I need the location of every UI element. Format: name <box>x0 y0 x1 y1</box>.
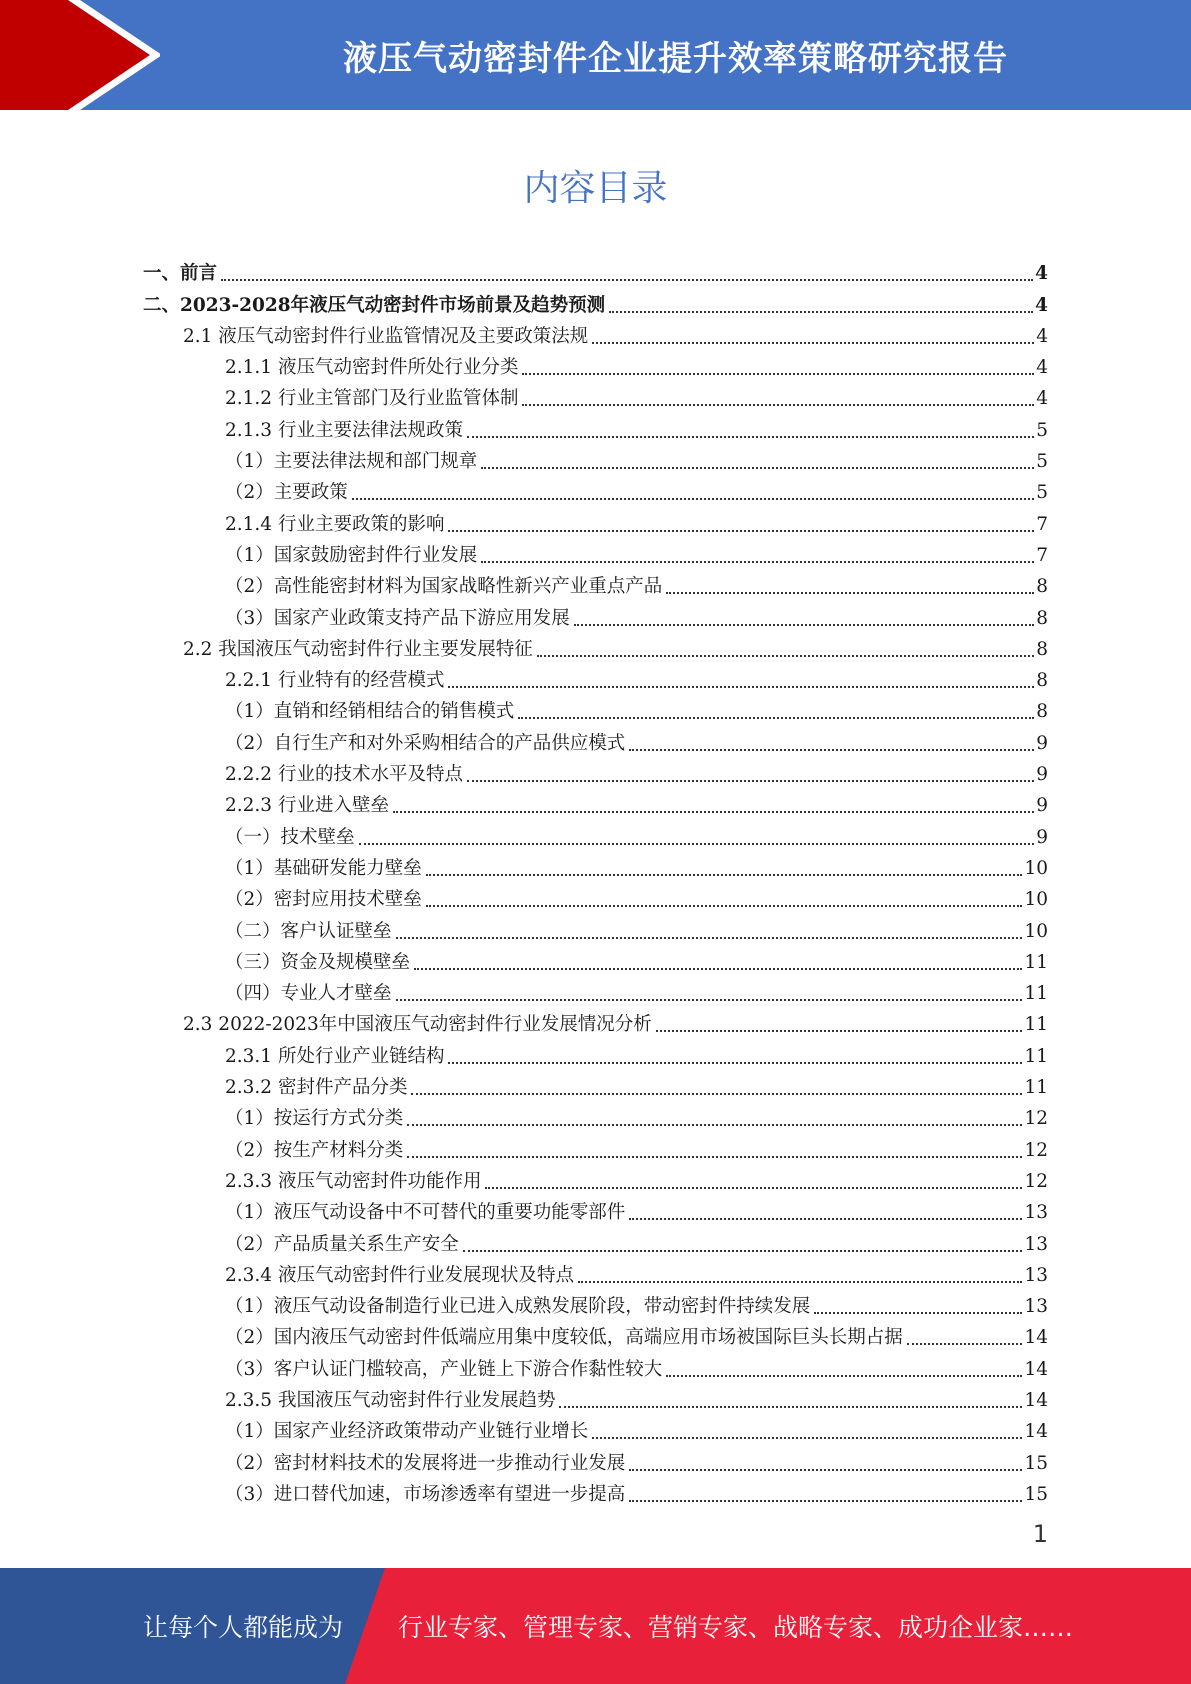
toc-dot-leader <box>578 1280 1022 1283</box>
toc-entry-page: 15 <box>1024 1452 1048 1474</box>
toc-entry-title: （2）密封材料技术的发展将进一步推动行业发展 <box>225 1452 626 1474</box>
toc-entry-page: 4 <box>1036 357 1048 379</box>
toc-entry-page: 4 <box>1036 325 1048 347</box>
toc-entry[interactable] <box>143 1413 1048 1444</box>
toc-dot-leader <box>629 1499 1022 1502</box>
red-chevron-decoration <box>0 0 160 110</box>
page-number: 1 <box>1032 1520 1048 1548</box>
toc-entry-page: 10 <box>1024 920 1048 942</box>
toc-dot-leader <box>522 403 1034 406</box>
toc-entry-page: 14 <box>1024 1358 1048 1380</box>
toc-entry[interactable] <box>143 443 1048 474</box>
toc-dot-leader <box>467 435 1034 438</box>
toc-entry-title: 2.2.3 行业进入壁垒 <box>225 795 389 817</box>
toc-entry-page: 8 <box>1036 576 1048 598</box>
toc-entry-title: （3）国家产业政策支持产品下游应用发展 <box>225 607 570 629</box>
toc-entry-page: 11 <box>1024 983 1048 1005</box>
toc-entry[interactable] <box>143 1163 1048 1194</box>
toc-entry-page: 5 <box>1036 419 1048 441</box>
toc-entry[interactable] <box>143 944 1048 975</box>
toc-dot-leader <box>221 278 1033 281</box>
toc-entry[interactable] <box>143 1225 1048 1256</box>
toc-entry[interactable] <box>143 568 1048 599</box>
toc-entry-title: （1）直销和经销相结合的销售模式 <box>225 701 515 723</box>
toc-entry[interactable] <box>143 1131 1048 1162</box>
toc-entry[interactable] <box>143 1069 1048 1100</box>
toc-entry-title: （2）密封应用技术壁垒 <box>225 889 422 911</box>
toc-entry-title: 2.2.1 行业特有的经营模式 <box>225 670 445 692</box>
toc-entry-title: 2.3.1 所处行业产业链结构 <box>225 1045 445 1067</box>
toc-entry-page: 10 <box>1024 889 1048 911</box>
toc-entry[interactable] <box>143 1319 1048 1350</box>
toc-entry[interactable] <box>143 693 1048 724</box>
toc-entry-title: 二、2023-2028年液压气动密封件市场前景及趋势预测 <box>143 294 606 316</box>
toc-dot-leader <box>448 529 1034 532</box>
toc-dot-leader <box>629 1217 1022 1220</box>
toc-entry-title: （2）国内液压气动密封件低端应用集中度较低，高端应用市场被国际巨头长期占据 <box>225 1327 903 1349</box>
toc-entry-page: 13 <box>1024 1296 1048 1318</box>
toc-dot-leader <box>352 497 1034 500</box>
table-of-contents <box>143 255 1048 1507</box>
toc-entry-title: （2）按生产材料分类 <box>225 1139 404 1161</box>
toc-entry-title: （二）客户认证壁垒 <box>225 920 392 942</box>
toc-entry-title: （3）进口替代加速，市场渗透率有望进一步提高 <box>225 1483 626 1505</box>
toc-dot-leader <box>481 560 1034 563</box>
toc-entry-title: （三）资金及规模壁垒 <box>225 951 411 973</box>
toc-dot-leader <box>414 967 1022 970</box>
toc-dot-leader <box>407 1123 1022 1126</box>
toc-entry[interactable] <box>143 1257 1048 1288</box>
toc-entry-page: 9 <box>1036 826 1048 848</box>
toc-entry-title: 2.1.2 行业主管部门及行业监管体制 <box>225 388 519 410</box>
toc-entry-title: （1）液压气动设备中不可替代的重要功能零部件 <box>225 1202 626 1224</box>
toc-entry[interactable] <box>143 1288 1048 1319</box>
toc-dot-leader <box>396 998 1023 1001</box>
toc-entry-title: （1）基础研发能力壁垒 <box>225 857 422 879</box>
toc-dot-leader <box>426 873 1023 876</box>
toc-entry[interactable] <box>143 1194 1048 1225</box>
toc-entry[interactable] <box>143 1100 1048 1131</box>
toc-entry[interactable] <box>143 1476 1048 1507</box>
toc-entry-page: 4 <box>1036 388 1048 410</box>
toc-entry[interactable] <box>143 599 1048 630</box>
toc-entry[interactable] <box>143 474 1048 505</box>
toc-entry-title: 2.2 我国液压气动密封件行业主要发展特征 <box>183 638 533 660</box>
toc-entry-title: 2.3.3 液压气动密封件功能作用 <box>225 1170 482 1192</box>
toc-entry[interactable] <box>143 411 1048 442</box>
footer-banner <box>0 1568 1191 1684</box>
toc-dot-leader <box>393 810 1034 813</box>
toc-entry[interactable] <box>143 318 1048 349</box>
toc-entry-page: 15 <box>1024 1483 1048 1505</box>
toc-entry[interactable] <box>143 1006 1048 1037</box>
toc-dot-leader <box>574 623 1034 626</box>
toc-entry-page: 7 <box>1036 544 1048 566</box>
toc-dot-leader <box>629 748 1034 751</box>
toc-entry[interactable] <box>143 1037 1048 1068</box>
toc-entry[interactable] <box>143 255 1048 286</box>
toc-dot-leader <box>518 716 1034 719</box>
toc-dot-leader <box>407 1155 1022 1158</box>
toc-entry[interactable] <box>143 787 1048 818</box>
toc-dot-leader <box>592 341 1034 344</box>
toc-entry[interactable] <box>143 850 1048 881</box>
toc-entry-page: 13 <box>1024 1264 1048 1286</box>
toc-entry-page: 10 <box>1024 857 1048 879</box>
toc-dot-leader <box>666 1374 1022 1377</box>
toc-entry-page: 5 <box>1036 451 1048 473</box>
header-banner <box>0 0 1191 110</box>
toc-dot-leader <box>426 904 1023 907</box>
toc-entry-title: 2.1.1 液压气动密封件所处行业分类 <box>225 357 519 379</box>
footer-slogan-right: 行业专家、管理专家、营销专家、战略专家、成功企业家…… <box>398 1613 1074 1642</box>
toc-entry[interactable] <box>143 912 1048 943</box>
toc-entry-title: （1）液压气动设备制造行业已进入成熟发展阶段，带动密封件持续发展 <box>225 1296 811 1318</box>
toc-entry[interactable] <box>143 975 1048 1006</box>
toc-entry-title: 2.2.2 行业的技术水平及特点 <box>225 764 463 786</box>
toc-entry-page: 11 <box>1024 1077 1048 1099</box>
toc-entry-page: 12 <box>1024 1139 1048 1161</box>
toc-entry-page: 14 <box>1024 1327 1048 1349</box>
toc-entry[interactable] <box>143 662 1048 693</box>
toc-entry-title: 一、前言 <box>143 263 218 285</box>
toc-dot-leader <box>537 654 1034 657</box>
toc-entry-page: 8 <box>1036 638 1048 660</box>
toc-entry-page: 14 <box>1024 1421 1048 1443</box>
toc-heading: 内容目录 <box>523 168 668 209</box>
toc-entry[interactable] <box>143 1382 1048 1413</box>
toc-entry-page: 9 <box>1036 732 1048 754</box>
toc-entry-title: （1）国家鼓励密封件行业发展 <box>225 544 478 566</box>
toc-dot-leader <box>411 1092 1022 1095</box>
toc-entry[interactable] <box>143 724 1048 755</box>
toc-entry-page: 11 <box>1024 951 1048 973</box>
report-title: 液压气动密封件企业提升效率策略研究报告 <box>343 38 1008 79</box>
toc-entry-title: 2.3.2 密封件产品分类 <box>225 1077 408 1099</box>
toc-dot-leader <box>559 1405 1022 1408</box>
toc-dot-leader <box>448 685 1034 688</box>
toc-entry-page: 7 <box>1036 513 1048 535</box>
toc-dot-leader <box>463 1249 1023 1252</box>
toc-dot-leader <box>814 1311 1022 1314</box>
toc-entry[interactable] <box>143 286 1048 317</box>
toc-dot-leader <box>666 591 1034 594</box>
toc-entry-title: 2.1.4 行业主要政策的影响 <box>225 513 445 535</box>
toc-entry-page: 8 <box>1036 607 1048 629</box>
toc-entry-page: 8 <box>1036 701 1048 723</box>
toc-entry-page: 4 <box>1035 263 1048 285</box>
toc-entry-page: 13 <box>1024 1202 1048 1224</box>
toc-dot-leader <box>485 1186 1022 1189</box>
toc-entry[interactable] <box>143 380 1048 411</box>
toc-entry-page: 11 <box>1024 1045 1048 1067</box>
toc-entry-page: 13 <box>1024 1233 1048 1255</box>
toc-dot-leader <box>629 1468 1022 1471</box>
toc-entry-title: （1）主要法律法规和部门规章 <box>225 451 478 473</box>
toc-entry-title: （2）主要政策 <box>225 482 348 504</box>
toc-entry[interactable] <box>143 881 1048 912</box>
toc-entry-page: 14 <box>1024 1389 1048 1411</box>
toc-dot-leader <box>448 1061 1022 1064</box>
toc-entry-title: （3）客户认证门槛较高，产业链上下游合作黏性较大 <box>225 1358 663 1380</box>
toc-entry-page: 12 <box>1024 1108 1048 1130</box>
toc-dot-leader <box>609 310 1033 313</box>
toc-entry-title: （2）自行生产和对外采购相结合的产品供应模式 <box>225 732 626 754</box>
toc-dot-leader <box>467 779 1034 782</box>
toc-entry-title: （2）产品质量关系生产安全 <box>225 1233 459 1255</box>
toc-dot-leader <box>522 372 1034 375</box>
toc-dot-leader <box>396 936 1023 939</box>
toc-entry[interactable] <box>143 537 1048 568</box>
toc-entry[interactable] <box>143 631 1048 662</box>
toc-entry-title: （1）国家产业经济政策带动产业链行业增长 <box>225 1421 589 1443</box>
toc-entry-page: 9 <box>1036 764 1048 786</box>
toc-entry[interactable] <box>143 1350 1048 1381</box>
toc-entry-title: 2.3 2022-2023年中国液压气动密封件行业发展情况分析 <box>183 1014 652 1036</box>
toc-entry[interactable] <box>143 756 1048 787</box>
toc-entry-page: 11 <box>1024 1014 1048 1036</box>
toc-entry[interactable] <box>143 505 1048 536</box>
toc-entry-title: 2.1 液压气动密封件行业监管情况及主要政策法规 <box>183 325 589 347</box>
toc-entry-title: 2.3.4 液压气动密封件行业发展现状及特点 <box>225 1264 574 1286</box>
toc-entry-page: 5 <box>1036 482 1048 504</box>
toc-entry[interactable] <box>143 818 1048 849</box>
toc-entry-title: （1）按运行方式分类 <box>225 1108 404 1130</box>
toc-entry-title: （四）专业人才壁垒 <box>225 983 392 1005</box>
toc-entry[interactable] <box>143 349 1048 380</box>
toc-entry-page: 8 <box>1036 670 1048 692</box>
toc-dot-leader <box>656 1029 1023 1032</box>
toc-entry-title: 2.1.3 行业主要法律法规政策 <box>225 419 463 441</box>
toc-entry-title: 2.3.5 我国液压气动密封件行业发展趋势 <box>225 1389 556 1411</box>
footer-slogan-left: 让每个人都能成为 <box>143 1613 344 1642</box>
toc-dot-leader <box>359 842 1035 845</box>
toc-dot-leader <box>907 1342 1023 1345</box>
toc-entry-page: 9 <box>1036 795 1048 817</box>
toc-dot-leader <box>481 466 1034 469</box>
toc-entry-page: 4 <box>1035 294 1048 316</box>
toc-dot-leader <box>592 1436 1022 1439</box>
toc-entry-page: 12 <box>1024 1170 1048 1192</box>
toc-entry[interactable] <box>143 1444 1048 1475</box>
toc-entry-title: （一）技术壁垒 <box>225 826 355 848</box>
toc-entry-title: （2）高性能密封材料为国家战略性新兴产业重点产品 <box>225 576 663 598</box>
